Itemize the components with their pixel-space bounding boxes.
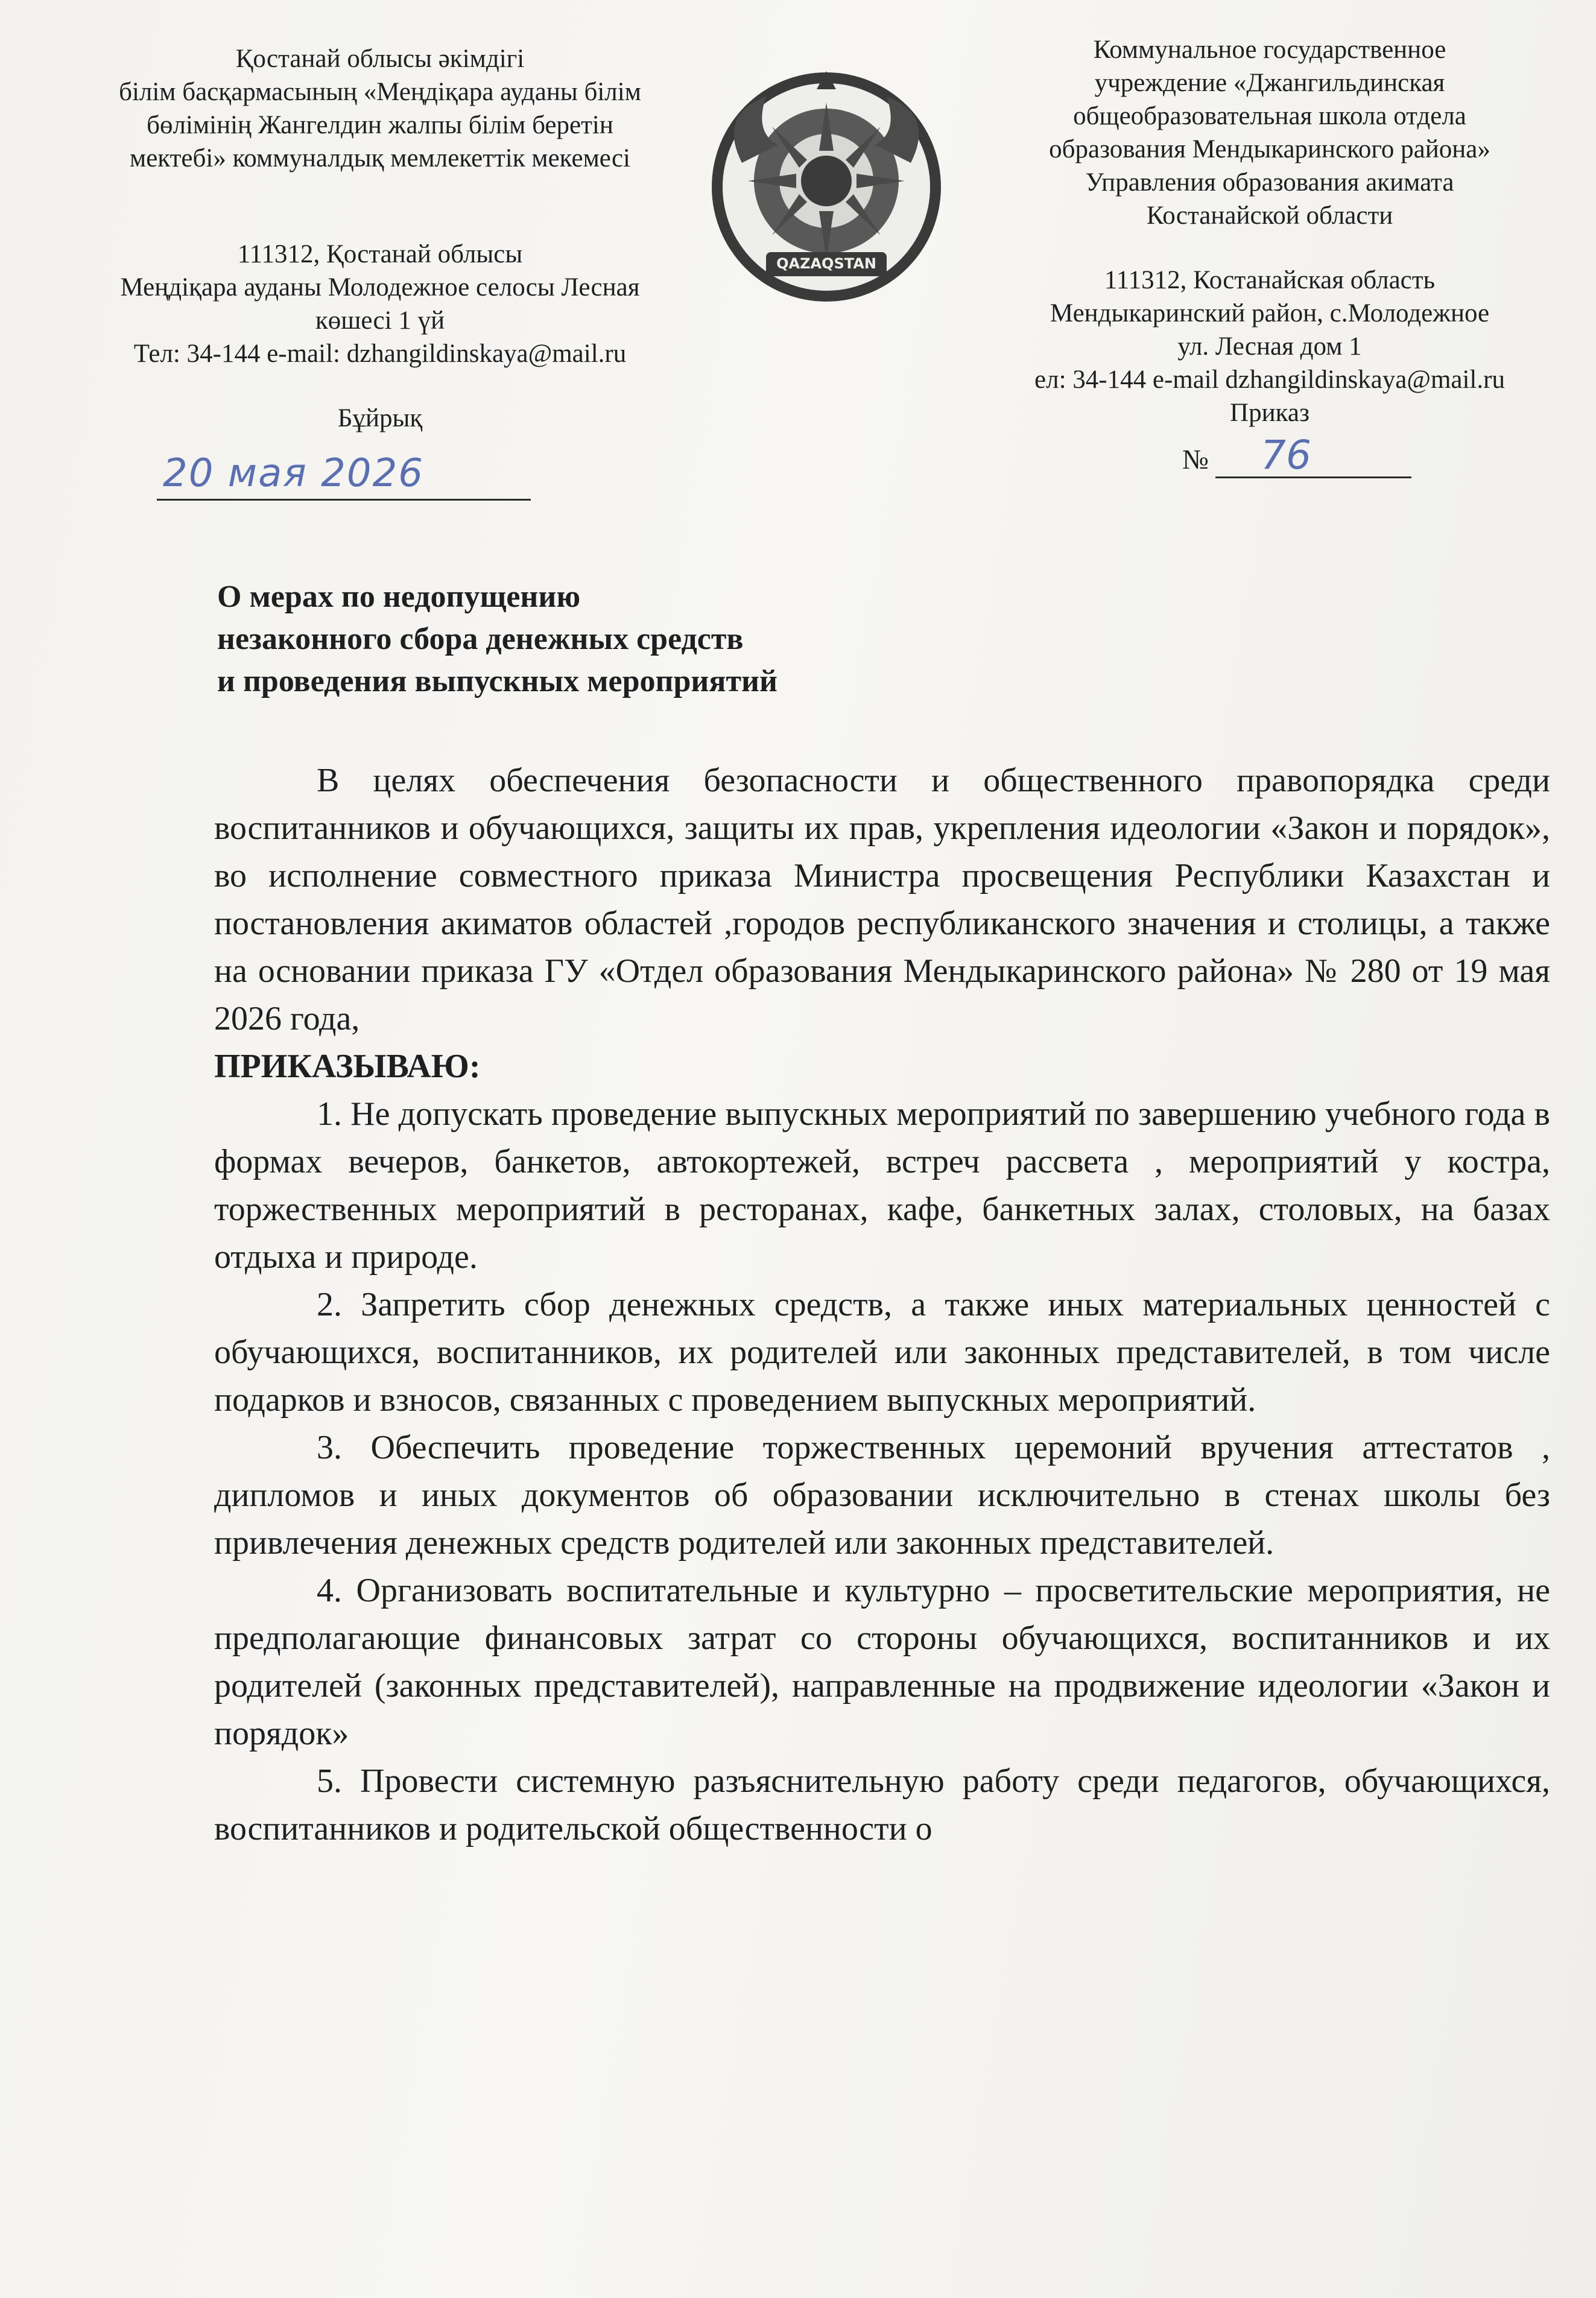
header-left-line: бөлімінің Жангелдин жалпы білім беретін — [147, 111, 613, 139]
header-left-line: мектебі» коммуналдық мемлекеттік мекемесі — [130, 144, 630, 173]
header-left-kazakh — [42, 42, 718, 435]
handwritten-order-number: 76 — [1261, 432, 1311, 478]
header-right-address: Мендыкаринский район, с.Молодежное — [1050, 299, 1490, 328]
header-right-line: Костанайской области — [1146, 201, 1393, 230]
order-title — [217, 576, 777, 703]
order-item: 5. Провести системную разъяснительную работу среди педагогов, обучающихся, воспитанников и родительской общественности о — [214, 1762, 1550, 1847]
doc-type-kazakh: Бұйрық — [337, 404, 423, 432]
header-right-line: общеобразовательная школа отдела — [1073, 102, 1466, 130]
order-number-underline — [1215, 443, 1411, 478]
order-item: 2. Запретить сбор денежных средств, а также иных материальных ценностей с обучающихся, воспитанников, их родителей или законных представителей, в том числе подарков и взносов, связанных с проведением выпускных мероприятий. — [214, 1286, 1550, 1419]
handwritten-date: 20 мая 2026 — [163, 451, 424, 496]
order-number-label: № — [1182, 444, 1209, 475]
header-right-address: ул. Лесная дом 1 — [1177, 332, 1362, 361]
header-left-line: білім басқармасының «Меңдіқара ауданы білім — [119, 78, 641, 106]
emblem-text: QAZAQSTAN — [776, 255, 876, 272]
header-left-address: көшесі 1 үй — [315, 306, 445, 335]
header-right-address: 111312, Костанайская область — [1104, 266, 1436, 294]
header-left-address: 111312, Қостанай облысы — [237, 240, 523, 268]
order-word: ПРИКАЗЫВАЮ: — [214, 1048, 481, 1085]
header-right-line: образования Мендыкаринского района» — [1049, 135, 1490, 163]
order-title-line: и проведения выпускных мероприятий — [217, 664, 777, 698]
header-right-line: Управления образования акимата — [1085, 168, 1454, 197]
header-right-russian — [965, 33, 1574, 429]
header-left-contacts: Тел: 34-144 e-mail: dzhangildinskaya@mail.ru — [133, 340, 627, 368]
header-right-line: Коммунальное государственное — [1093, 36, 1446, 64]
header-left-address: Меңдіқара ауданы Молодежное селосы Лесная — [120, 273, 640, 302]
preamble-paragraph: В целях обеспечения безопасности и общественного правопорядка среди воспитанников и обучающихся, защиты их прав, укрепления идеологии «Закон и порядок», во исполнение совместного приказа Министра просвещения Республики Казахстан и постановления акиматов областей ,городов республиканского значения и столицы, а также на основании приказа ГУ «Отдел образования Мендыкаринского района» № 280 от 19 мая 2026 года, — [214, 762, 1550, 1037]
order-item: 4. Организовать воспитательные и культурно – просветительские мероприятия, не предполагающие финансовых затрат со стороны обучающихся, воспитанников и их родителей (законных представителей), направленные на продвижение идеологии «Закон и порядок» — [214, 1572, 1550, 1752]
order-title-line: О мерах по недопущению — [217, 580, 581, 614]
doc-type-russian: Приказ — [1230, 399, 1309, 427]
header-left-line: Қостанай облысы әкімдігі — [235, 45, 525, 73]
state-emblem-icon — [700, 60, 953, 314]
order-item: 1. Не допускать проведение выпускных мероприятий по завершению учебного года в формах вечеров, банкетов, автокортежей, встреч рассвета , мероприятий у костра, торжественных мероприятий в ресторанах, кафе, банкетных залах, столовых, на базах отдыха и природе. — [214, 1095, 1550, 1276]
order-body — [214, 757, 1550, 1853]
header-right-line: учреждение «Джангильдинская — [1094, 69, 1445, 97]
header-right-contacts: ел: 34-144 e-mail dzhangildinskaya@mail.ru — [1034, 366, 1505, 394]
order-item: 3. Обеспечить проведение торжественных церемоний вручения аттестатов , дипломов и иных документов об образовании исключительно в стенах школы без привлечения денежных средств родителей или законных представителей. — [214, 1429, 1550, 1562]
order-title-line: незаконного сбора денежных средств — [217, 622, 744, 656]
